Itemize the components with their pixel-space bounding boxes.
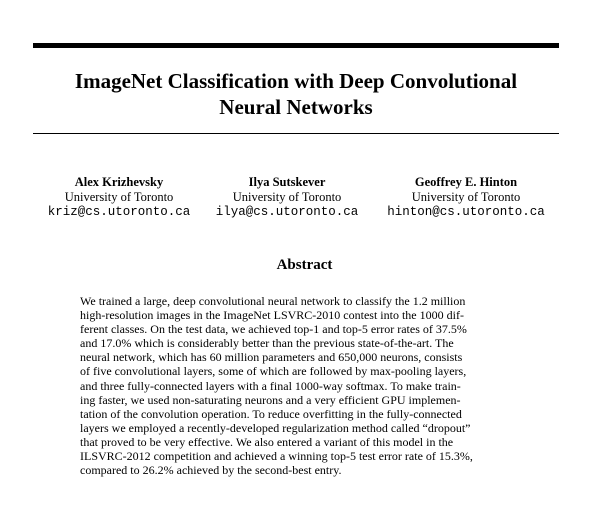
author-email: kriz@cs.utoronto.ca <box>47 205 191 219</box>
abstract-line: of five convolutional layers, some of which are followed by max-pooling layers, <box>80 364 467 379</box>
author-affiliation: University of Toronto <box>411 190 521 204</box>
title-line: Neural Networks <box>219 95 373 119</box>
author-block <box>0 175 609 225</box>
abstract-line: and three fully-connected layers with a final 1000-way softmax. To make train- <box>80 378 461 393</box>
abstract-line: ing faster, we used non-saturating neurons and a very efficient GPU implemen- <box>80 392 461 407</box>
title-bottom-rule <box>33 133 559 134</box>
author-email: hinton@cs.utoronto.ca <box>387 205 545 219</box>
author-name: Geoffrey E. Hinton <box>414 175 518 189</box>
abstract-line: We trained a large, deep convolutional neural network to classify the 1.2 million <box>80 294 466 308</box>
abstract-body <box>80 294 520 477</box>
abstract-line: high-resolution images in the ImageNet LSVRC-2010 contest into the 1000 dif- <box>80 308 464 323</box>
paper-title <box>33 68 559 120</box>
title-line: ImageNet Classification with Deep Convolutional <box>74 69 518 93</box>
abstract-line: ferent classes. On the test data, we achieved top-1 and top-5 error rates of 37.5% <box>80 322 467 337</box>
author-2 <box>197 175 377 220</box>
abstract-line: and 17.0% which is considerably better than the previous state-of-the-art. The <box>80 336 454 351</box>
abstract-line: ILSVRC-2012 competition and achieved a winning top-5 test error rate of 15.3%, <box>80 449 473 464</box>
author-email: ilya@cs.utoronto.ca <box>215 205 359 219</box>
author-3 <box>376 175 556 220</box>
abstract-heading: Abstract <box>276 257 333 273</box>
abstract-line: neural network, which has 60 million parameters and 650,000 neurons, consists <box>80 350 463 365</box>
author-1 <box>29 175 209 220</box>
author-name: Ilya Sutskever <box>248 175 326 189</box>
author-name: Alex Krizhevsky <box>74 175 164 189</box>
abstract-line: compared to 26.2% achieved by the second-best entry. <box>80 463 342 478</box>
author-affiliation: University of Toronto <box>64 190 174 204</box>
abstract-line: that proved to be very effective. We also entered a variant of this model in the <box>80 434 454 449</box>
top-rule <box>33 43 559 48</box>
abstract-line: tation of the convolution operation. To reduce overfitting in the fully-connected <box>80 406 462 421</box>
abstract-line: layers we employed a recently-developed regularization method called “dropout” <box>80 420 471 435</box>
author-affiliation: University of Toronto <box>232 190 342 204</box>
